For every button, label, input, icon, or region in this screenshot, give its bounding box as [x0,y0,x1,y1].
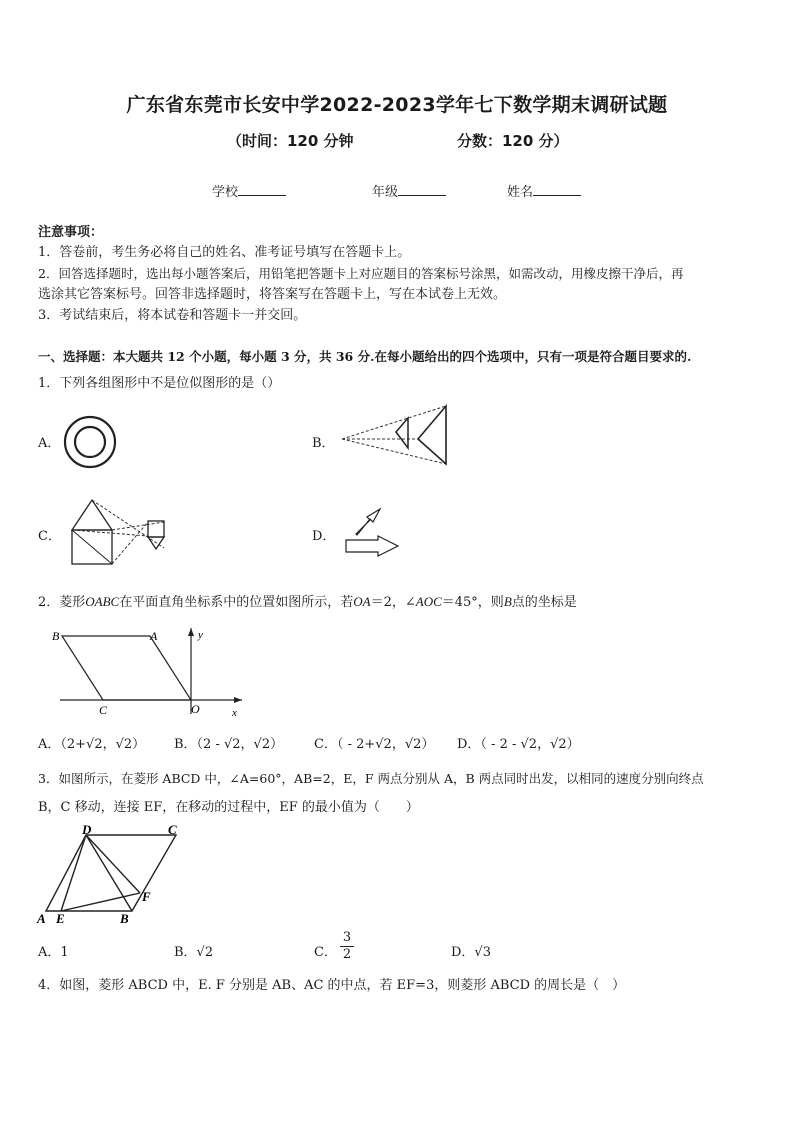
segment-de [61,835,86,911]
q4-stem: 4．如图，菱形 ABCD 中，E. F 分别是 AB、AC 的中点，若 EF=3，则菱形 ABCD 的周长是（ ） [38,978,626,993]
svg-text:D: D [82,823,92,837]
grade-blank[interactable] [398,183,446,196]
school-blank[interactable] [238,183,286,196]
section-1-heading: 一、选择题：本大题共 12 个小题，每小题 3 分，共 36 分.在每小题给出的四个选项中，只有一项是符合题目要求的. [38,349,692,364]
q2-option-a: A．（2+√2，√2） [38,737,146,752]
name-blank[interactable] [533,183,581,196]
q3-option-b: B．√2 [174,945,214,960]
q1-figure-a-concentric-circles [60,412,120,472]
q1-figure-d-arrows [340,500,404,562]
name-field [507,181,581,200]
q3-option-a: A．1 [38,945,69,960]
notice-heading: 注意事项： [38,225,104,240]
large-triangle [418,406,446,464]
q2-option-c: C．（ - 2+√2，√2） [314,737,435,752]
svg-text:O: O [191,702,200,716]
q2-option-b: B．（2 - √2，√2） [174,737,284,752]
segment-df [86,835,140,893]
school-label: 学校 [212,185,239,200]
q1-option-d-label: D． [312,529,336,544]
notice-item-3: 3．考试结束后，将本试卷和答题卡一并交回。 [38,308,307,323]
q1-option-b-label: B． [312,436,335,451]
segment-ef [61,893,140,911]
q2-option-d: D．（ - 2 - √2，√2） [457,737,580,752]
q1-option-c-label: C． [38,529,61,544]
inner-circle [75,427,105,457]
q1-figure-c-house-shapes [66,494,170,568]
exam-title: 广东省东莞市长安中学2022-2023学年七下数学期末调研试题 [126,94,668,116]
fraction-numerator: 3 [340,930,354,947]
svg-text:E: E [56,911,65,926]
fraction-denominator: 2 [342,947,352,962]
q3-option-c: C． [314,945,337,960]
q3-option-d: D．√3 [451,945,491,960]
q1-figure-b-homothetic-triangles [336,402,452,468]
small-triangle [396,418,408,448]
exam-score: 分数：120 分） [457,132,569,150]
q3-figure-rhombus-abcd [34,823,194,927]
large-arrow [346,536,398,556]
rhombus-oabc [62,636,191,700]
notice-item-2-line-1: 2．回答选择题时，选出每小题答案后，用铅笔把答题卡上对应题目的答案标号涂黑，如需改动，用橡皮擦干净后，再 [38,266,684,281]
svg-text:C: C [168,823,177,837]
q3-stem-line-1: 3．如图所示，在菱形 ABCD 中，∠A=60°，AB=2，E，F 两点分别从 A，B 两点同时出发，以相同的速度分别向终点 [38,771,704,786]
svg-text:B: B [120,911,129,926]
school-field [212,181,286,200]
name-label: 姓名 [507,185,534,200]
q3-stem-line-2: B，C 移动，连接 EF，在移动的过程中，EF 的最小值为（ ） [38,800,419,815]
q3-option-c-fraction [340,930,354,963]
svg-text:y: y [198,629,203,641]
q1-option-a-label: A． [38,436,61,451]
outer-circle [65,417,115,467]
notice-item-2-line-2: 选涂其它答案标号。回答非选择题时，将答案写在答题卡上，写在本试卷上无效。 [38,287,507,302]
q2-figure-rhombus-coordinate [46,622,250,718]
notice-item-1: 1．答卷前，考生务必将自己的姓名、准考证号填写在答题卡上。 [38,245,411,260]
q2-stem: 2．菱形OABC在平面直角坐标系中的位置如图所示，若OA＝2，∠AOC＝45°，则B点的坐标是 [38,594,577,610]
svg-text:A: A [150,629,158,643]
svg-text:C: C [99,703,108,717]
svg-text:x: x [232,707,237,718]
svg-text:A: A [37,911,46,926]
q1-stem: 1．下列各组图形中不是位似图形的是（） [38,376,281,391]
exam-time: （时间：120 分钟 [227,132,354,150]
svg-text:F: F [142,889,151,904]
grade-field [372,181,446,200]
svg-text:B: B [52,629,60,643]
small-arrow [356,509,380,535]
grade-label: 年级 [372,185,399,200]
